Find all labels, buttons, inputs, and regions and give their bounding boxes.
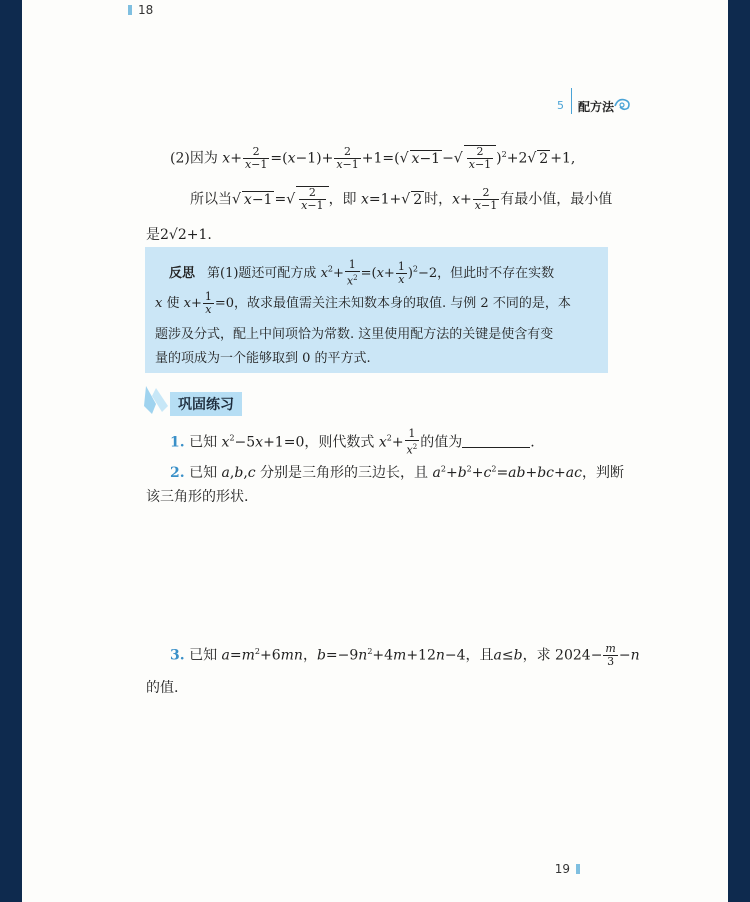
exercise-2: 2. 已知 a,b,c 分别是三角形的三边长，且 $a^2+b^2+c^2=ab+bc+ac$，判断: [170, 464, 624, 481]
exercise-1: 1. 已知 $x^2-5x+1=0$，则代数式 $x^2+$ $\frac{1}{x^2}$ 的值为 .: [170, 427, 535, 457]
left-page-number: 18: [128, 3, 153, 17]
exercise-2-line-2: 该三角形的形状.: [146, 489, 249, 505]
right-page-number: 19: [555, 862, 580, 876]
chapter-divider: [571, 88, 572, 114]
swirl-icon: [612, 96, 634, 112]
solution-line-3: 是2√2+1.: [146, 227, 212, 243]
page-marker-icon: [576, 864, 580, 874]
reflection-line-3: 题涉及分式，配上中间项恰为常数. 这里使用配方法的关键是使含有变: [155, 327, 554, 342]
section-title: 巩固练习: [170, 392, 242, 416]
exercise-3: 3. 已知 $a=m^2+6mn$，$b=-9n^2+4m+12n-4$，且a≤b，求 2024− $\frac{m}{3}$ −n: [170, 642, 640, 668]
exercise-3-line-2: 的值.: [146, 680, 179, 696]
page-marker-icon: [128, 5, 132, 15]
chapter-title: 配方法: [578, 100, 615, 114]
solution-line-2: 所以当√ x−1 =√ $\frac{2}{x-1}$ ，即 x=1+√ 2 时，x+ $\frac{2}{x-1}$ 有最小值，最小值: [190, 186, 613, 212]
reflection-box: [145, 247, 608, 373]
reflection-line-2: x 使 x+ $\frac{1}{x}$ =0，故求最值需关注未知数本身的取值. 与例 2 不同的是，本: [155, 290, 571, 316]
book-page: [22, 0, 728, 902]
pencil-icon: [142, 384, 172, 416]
reflection-line-4: 量的项成为一个能够取到 0 的平方式.: [155, 351, 371, 366]
reflection-line-1: 反思 第(1)题还可配方成 $x^2+$ $\frac{1}{x^2}$ =(x+ $\frac{1}{x}$ )$^2$−2，但此时不存在实数: [169, 258, 555, 288]
solution-line-1: (2)因为 x+ $\frac{2}{x-1}$ =(x−1)+ $\frac{2}{x-1}$ +1=(√ x−1 −√ $\frac{2}{x-1}$ )$^2$+2√ 2 +1,: [170, 145, 576, 171]
answer-blank[interactable]: [462, 435, 530, 448]
chapter-number: 5: [557, 99, 564, 112]
